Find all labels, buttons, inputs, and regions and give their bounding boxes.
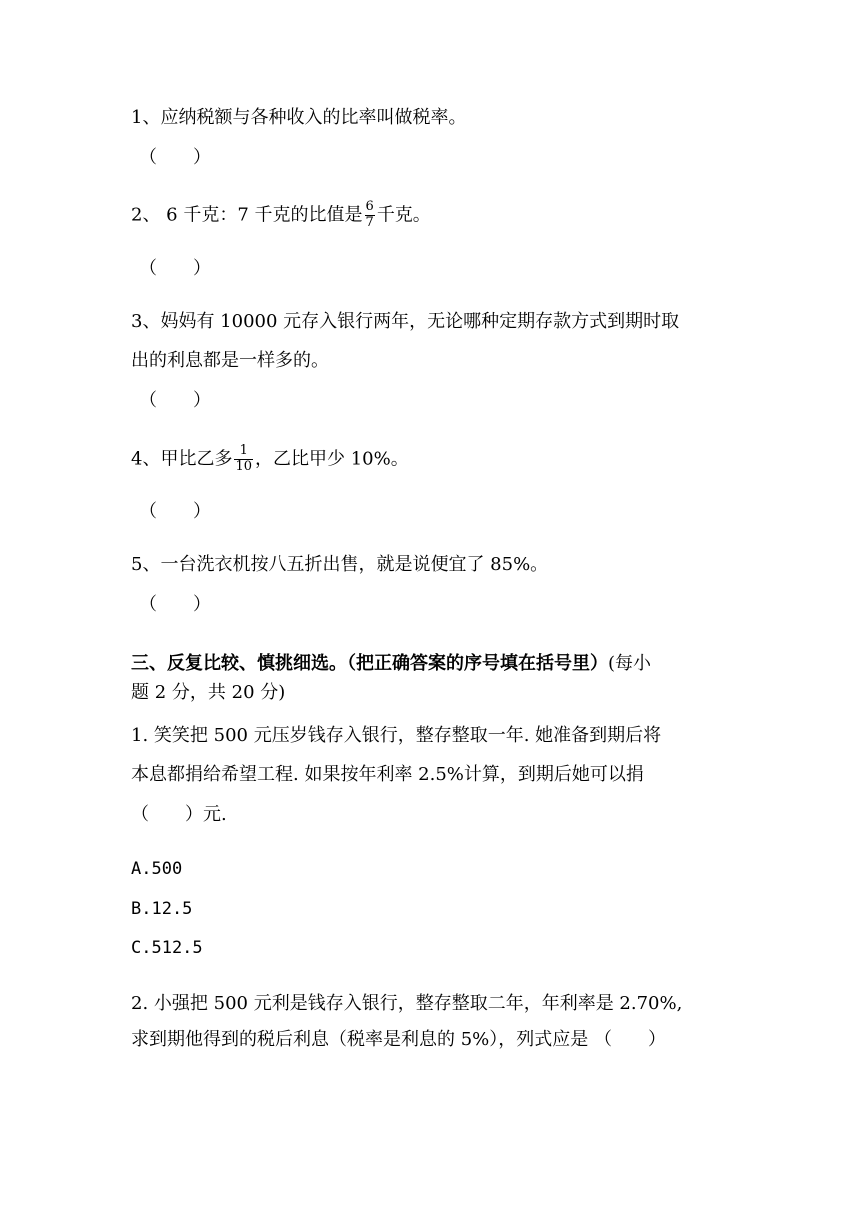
fraction-numerator: 1: [234, 444, 253, 460]
judgement-2-post: 千克。: [376, 204, 431, 226]
mc-1-line2: 本息都捐给希望工程. 如果按年利率 2.5%计算，到期后她可以捐: [131, 764, 644, 785]
fraction-denominator: 10: [235, 458, 252, 474]
fraction-1-10: [234, 444, 253, 475]
fraction-denominator: 7: [365, 214, 374, 230]
mc-1-option-b[interactable]: B.12.5: [131, 899, 193, 919]
judgement-1-answer-blank[interactable]: （ ）: [139, 147, 211, 168]
section-3-heading-bold: 三、反复比较、慎挑细选。（把正确答案的序号填在括号里）: [131, 653, 608, 674]
judgement-2-answer-blank[interactable]: （ ）: [139, 258, 211, 279]
mc-1-line1: 1. 笑笑把 500 元压岁钱存入银行，整存整取一年. 她准备到期后将: [131, 725, 662, 746]
fraction-numerator: 6: [365, 199, 374, 214]
mc-1-option-c[interactable]: C.512.5: [131, 938, 203, 958]
section-3-heading-tail: (每小: [608, 653, 652, 674]
judgement-5-text: 5、一台洗衣机按八五折出售，就是说便宜了 85%。: [131, 554, 549, 575]
judgement-4-post: ，乙比甲少 10%。: [255, 448, 409, 470]
judgement-3-answer-blank[interactable]: （ ）: [139, 390, 211, 411]
mc-2-line2: 求到期他得到的税后利息（税率是利息的 5%），列式应是 （ ）: [131, 1029, 666, 1050]
judgement-5-answer-blank[interactable]: （ ）: [139, 594, 211, 615]
judgement-4-pre: 4、甲比乙多: [131, 448, 233, 470]
judgement-3-line2: 出的利息都是一样多的。: [131, 350, 329, 371]
judgement-2-pre: 2、 6 千克：7 千克的比值是: [131, 204, 363, 226]
mc-1-option-a[interactable]: A.500: [131, 859, 183, 879]
judgement-2-text: [131, 200, 431, 231]
judgement-4-answer-blank[interactable]: （ ）: [139, 501, 211, 522]
section-3-heading: [131, 655, 651, 673]
mc-1-line3-answer-blank[interactable]: （ ）元.: [131, 804, 227, 825]
judgement-1-text: 1、应纳税额与各种收入的比率叫做税率。: [131, 107, 467, 128]
section-3-heading-line2: 题 2 分，共 20 分): [131, 682, 286, 703]
judgement-3-line1: 3、妈妈有 10000 元存入银行两年，无论哪种定期存款方式到期时取: [131, 311, 680, 332]
mc-2-line1: 2. 小强把 500 元利是钱存入银行，整存整取二年，年利率是 2.70%,: [131, 993, 683, 1014]
fraction-6-7: [365, 200, 375, 231]
judgement-4-text: [131, 444, 409, 475]
